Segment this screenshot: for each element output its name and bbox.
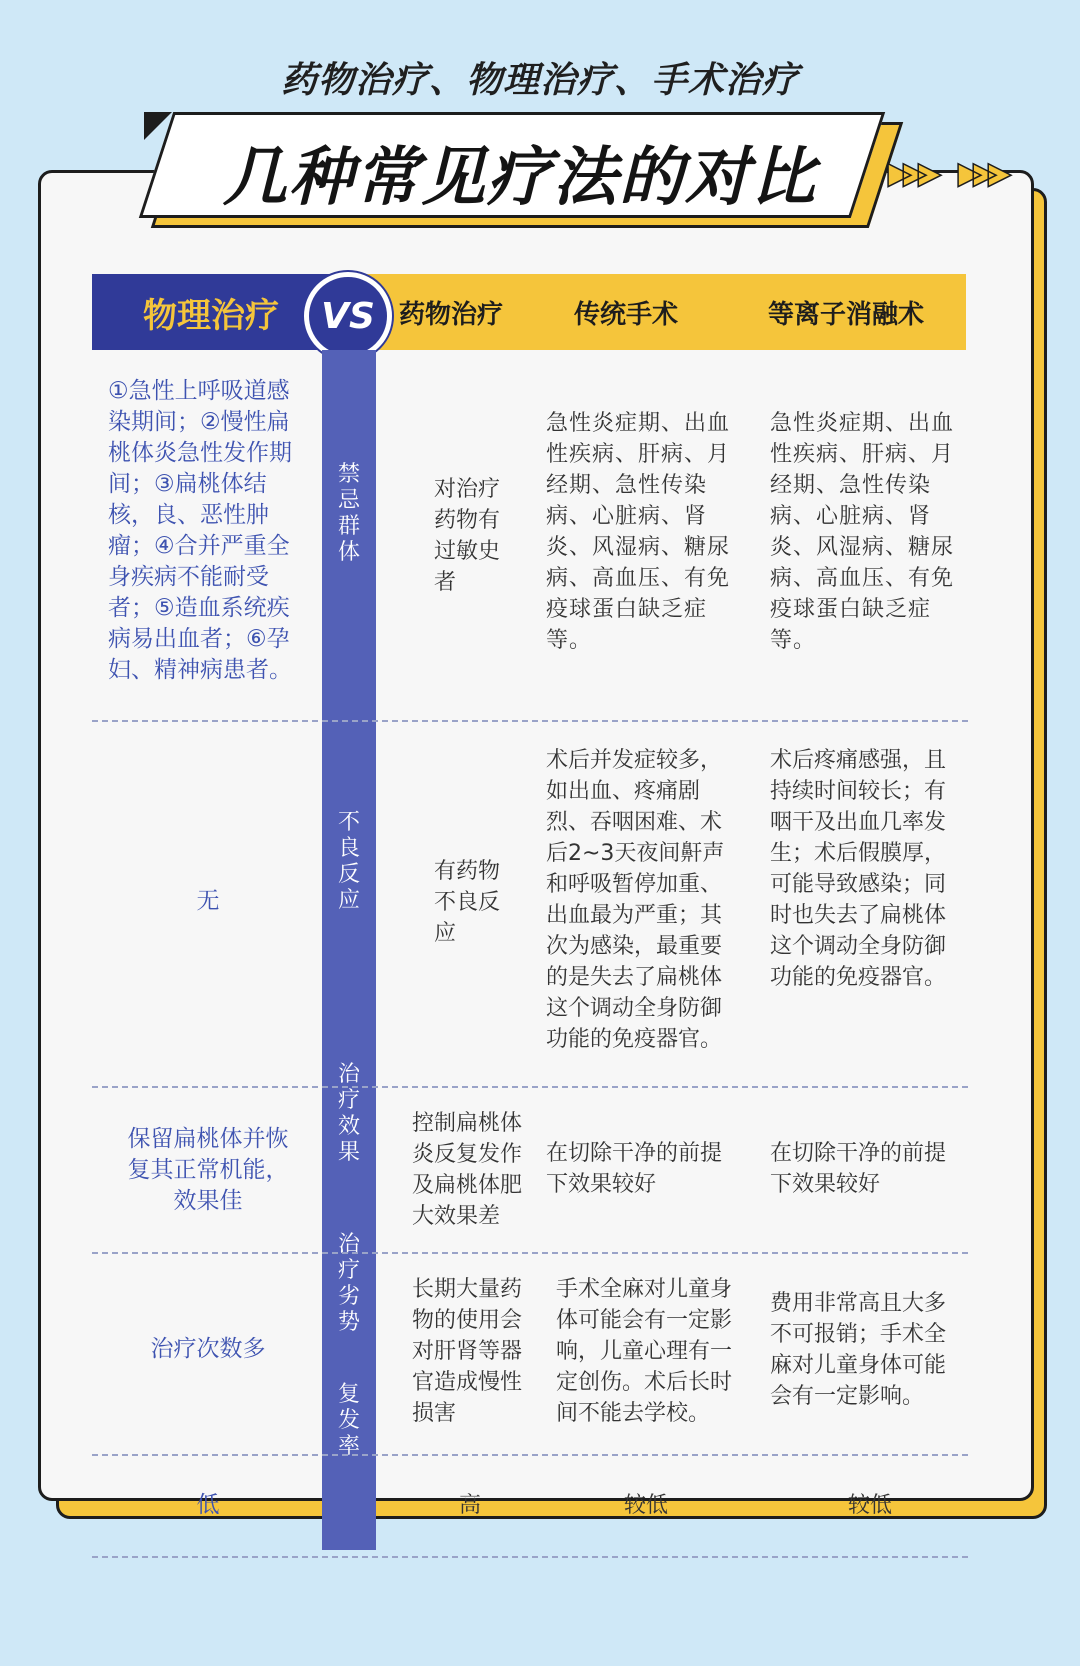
- row-divider: [92, 1252, 968, 1254]
- cell-drug-contraindications: 对治疗药物有过敏史者: [434, 477, 501, 595]
- page-subtitle: 药物治疗、物理治疗、手术治疗: [280, 60, 799, 101]
- chevron-right-icon: ▶▶▶: [888, 156, 934, 191]
- row-label-recurrence: 复发率: [337, 1382, 360, 1459]
- chevron-right-icon: ▶▶▶: [958, 156, 1004, 191]
- row-label-effect: 治疗效果: [337, 1062, 360, 1165]
- cell-plasma-disadvantages: 费用非常高且大多不可报销；手术全麻对儿童身体可能会有一定影响。: [770, 1291, 947, 1409]
- title-banner: [150, 112, 890, 230]
- vs-badge: VS: [304, 272, 392, 360]
- page-title: 几种常见疗法的对比: [223, 141, 817, 215]
- cell-physical-effect: 保留扁桃体并恢复其正常机能，效果佳: [127, 1126, 289, 1214]
- header-bar: [356, 274, 966, 350]
- row-label-disadvantages: 治疗劣势: [337, 1232, 360, 1335]
- cell-physical-side-effects: 无: [196, 888, 220, 914]
- header-physical-therapy: 物理治疗: [92, 274, 330, 350]
- cell-drug-disadvantages: 长期大量药物的使用会对肝肾等器官造成慢性损害: [412, 1277, 523, 1426]
- cell-plasma-side-effects: 术后疼痛感强，且持续时间较长；有咽干及出血几率发生；术后假膜厚，可能导致感染；同时也失去了扁桃体这个调动全身防御功能的免疫器官。: [770, 748, 947, 990]
- row-divider: [92, 1086, 968, 1088]
- row-divider: [92, 1454, 968, 1456]
- cell-surgery-recurrence: 较低: [623, 1493, 668, 1518]
- cell-plasma-effect: 在切除干净的前提下效果较好: [770, 1141, 947, 1197]
- cell-surgery-contraindications: 急性炎症期、出血性疾病、肝病、月经期、急性传染病、心脏病、肾炎、风湿病、糖尿病、高血压、有免疫球蛋白缺乏症等。: [546, 411, 731, 653]
- cell-surgery-side-effects: 术后并发症较多，如出血、疼痛剧烈、吞咽困难、术后2~3天夜间鼾声和呼吸暂停加重、出血最为严重；其次为感染，最重要的是失去了扁桃体这个调动全身防御功能的免疫器官。: [546, 748, 725, 1052]
- header-drug-therapy: 药物治疗: [398, 299, 503, 330]
- cell-surgery-disadvantages: 手术全麻对儿童身体可能会有一定影响，儿童心理有一定创伤。术后长时间不能去学校。: [556, 1277, 733, 1426]
- cell-surgery-effect: 在切除干净的前提下效果较好: [546, 1141, 723, 1197]
- cell-physical-disadvantages: 治疗次数多: [150, 1336, 266, 1362]
- cell-physical-recurrence: 低: [196, 1492, 220, 1518]
- header-traditional-surgery: 传统手术: [573, 299, 678, 330]
- row-label-side-effects: 不良反应: [337, 810, 360, 913]
- row-divider: [92, 1556, 968, 1558]
- cell-drug-effect: 控制扁桃体炎反复发作及扁桃体肥大效果差: [412, 1111, 523, 1229]
- row-divider: [92, 720, 968, 722]
- cell-plasma-recurrence: 较低: [847, 1493, 892, 1518]
- cell-plasma-contraindications: 急性炎症期、出血性疾病、肝病、月经期、急性传染病、心脏病、肾炎、风湿病、糖尿病、高血压、有免疫球蛋白缺乏症等。: [770, 411, 955, 653]
- cell-drug-side-effects: 有药物不良反应: [434, 859, 501, 946]
- header-plasma-ablation: 等离子消融术: [767, 299, 924, 330]
- row-label-contraindications: 禁忌群体: [337, 462, 360, 565]
- cell-physical-contraindications: ①急性上呼吸道感染期间；②慢性扁桃体炎急性发作期间；③扁桃体结核，良、恶性肿瘤；④合并严重全身疾病不能耐受者；⑤造血系统疾病易出血者；⑥孕妇、精神病患者。: [108, 378, 292, 683]
- cell-drug-recurrence: 高: [458, 1493, 481, 1518]
